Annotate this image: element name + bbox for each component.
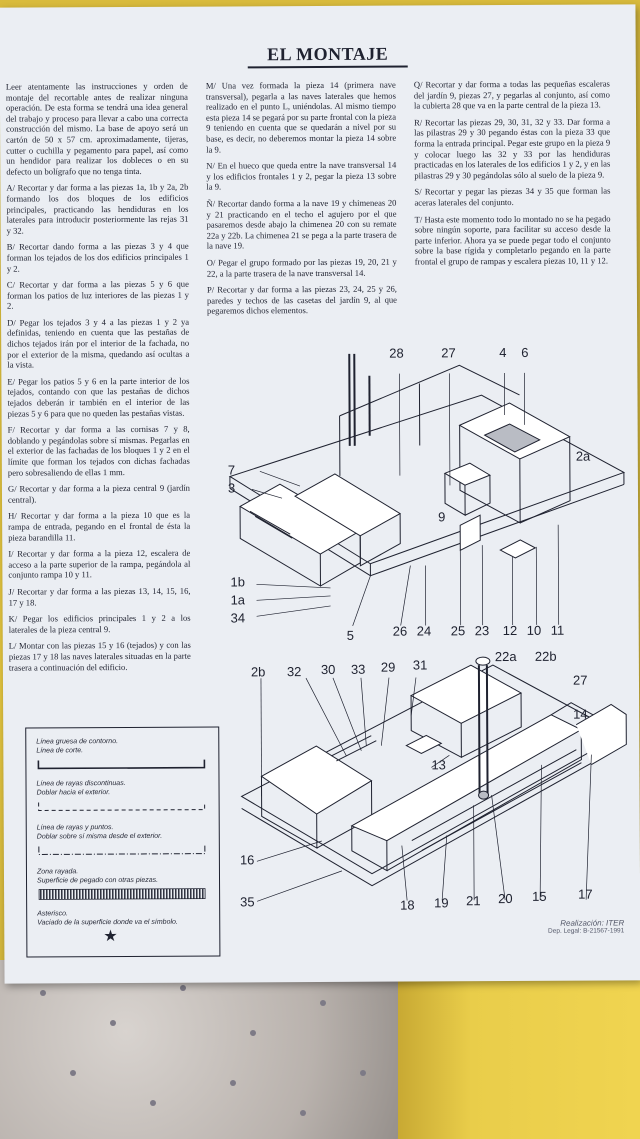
assembly-diagram xyxy=(219,324,636,936)
column-3 xyxy=(414,78,611,273)
label-24: 24 xyxy=(416,623,432,639)
label-6: 6 xyxy=(521,344,529,360)
instruction-paragraph: A/ Recortar y dar forma a las piezas 1a, 1b y 2a, 2b formando los dos bloques de los edificios principales, practicando las hendiduras en los laterales para introducir posteriormente las rejas 31 y 32. xyxy=(6,182,189,236)
label-33: 33 xyxy=(350,661,366,677)
dash-dot-line-icon xyxy=(37,844,207,859)
label-26: 26 xyxy=(392,623,408,639)
label-7: 7 xyxy=(227,462,236,478)
label-20: 20 xyxy=(498,890,513,907)
legend-item-asterisk xyxy=(37,910,213,946)
legend-item-fold-in xyxy=(37,824,213,863)
solid-line-icon xyxy=(36,758,206,773)
legend-desc: Superficie de pegado con otras piezas. xyxy=(37,876,159,885)
label-19: 19 xyxy=(434,895,449,911)
label-10: 10 xyxy=(526,622,542,638)
label-17: 17 xyxy=(578,886,593,902)
instruction-paragraph: O/ Pegar el grupo formado por las piezas 19, 20, 21 y 22, a la parte trasera de la nave transversal 14. xyxy=(206,256,397,279)
page-title: EL MONTAJE xyxy=(248,44,408,69)
label-9: 9 xyxy=(438,509,446,525)
label-25: 25 xyxy=(450,623,466,639)
hatched-area-icon xyxy=(37,888,207,901)
label-14: 14 xyxy=(573,706,588,722)
instruction-paragraph: T/ Hasta este momento todo lo montado no se ha pegado sobre ningún soporte, para facilitar su acceso desde la parte inferior. Ahora ya se puede pegar todo el conjunto sobre la base rígida y completarlo pegando en la parte frontal el grupo de rampas y escalera piezas 10, 11 y 12. xyxy=(414,213,611,267)
label-35: 35 xyxy=(240,894,255,910)
legend-desc: Línea de corte. xyxy=(36,746,84,755)
legend-desc: Doblar sobre sí misma desde el exterior. xyxy=(36,832,163,841)
cloth xyxy=(0,960,420,1139)
instruction-paragraph: R/ Recortar las piezas 29, 30, 31, 32 y 33. Dar forma a las pilastras 29 y 30 pegando éstas con la pieza 33 que forma la entrada principal. Pegar este grupo en la pieza 9 y colocar luego las 32 y 33 por las hendiduras practicadas en los laterales de los edificios 1 y 2, y en las pilastras 29 y 30 pegándolas sólo al suelo de la pieza 9. xyxy=(414,116,611,181)
label-2a: 2a xyxy=(575,448,591,464)
column-2 xyxy=(206,80,397,323)
label-4: 4 xyxy=(499,345,507,361)
label-30: 30 xyxy=(320,661,336,677)
instruction-paragraph: K/ Pegar los edificios principales 1 y 2 a los laterales de la pieza central 9. xyxy=(8,612,191,635)
instruction-paragraph: Leer atentamente las instrucciones y orden de montaje del recortable antes de realizar ninguna operación. De esta forma se tendrá una idea general del trabajo y proceso para llevar a cabo una correcta construcción del mismo. La base de apoyo será un cartón de 50 x 57 cm. aproximadamente, tijeras, cutter o cuchilla y pegamento para papel, así como un hendidor para realizar los dobleces o en su defecto un bolígrafo que no tenga tinta. xyxy=(5,80,189,177)
label-34: 34 xyxy=(230,610,246,626)
label-2b: 2b xyxy=(250,664,266,680)
legend-box xyxy=(25,727,220,958)
instruction-paragraph: B/ Recortar dando forma a las piezas 3 y 4 que forman los tejados de los dos edificios principales 1 y 2. xyxy=(6,240,189,274)
instruction-paragraph: F/ Recortar y dar forma a las cornisas 7 y 8, doblando y pegándolas sobre sí mismas. Pegarlas en el exterior de las fachadas de los bloques 1 y 2 en el límite que forman los tejados con dichas fachadas pero sobresaliendo de ellas 1 mm. xyxy=(7,423,190,478)
book-edge xyxy=(398,960,640,1139)
label-31: 31 xyxy=(412,657,428,673)
label-11: 11 xyxy=(550,622,565,638)
instruction-paragraph: Q/ Recortar y dar forma a todas las pequeñas escaleras del jardín 9, piezas 27, y pegarlas al conjunto, así como la cubierta 28 que va en la parte central de la pieza 13. xyxy=(413,78,610,111)
instruction-paragraph: H/ Recortar y dar forma a la pieza 10 que es la rampa de entrada, pegando en el frontal de ésta la pieza barandilla 11. xyxy=(8,510,191,543)
label-16: 16 xyxy=(239,852,255,868)
instruction-paragraph: S/ Recortar y pegar las piezas 34 y 35 que forman las aceras laterales del conjunto. xyxy=(414,185,611,208)
label-1b: 1b xyxy=(230,574,245,590)
legend-name: Línea de rayas discontinuas. xyxy=(36,780,126,788)
instruction-paragraph: N/ En el hueco que queda entre la nave transversal 14 y los edificios frontales 1 y 2, pegar la pieza 13 sobre la 9. xyxy=(206,159,397,192)
legend-desc: Doblar hacia el exterior. xyxy=(36,788,111,797)
label-28: 28 xyxy=(389,345,404,361)
label-3: 3 xyxy=(227,480,236,496)
asterisk-icon: ★ xyxy=(103,928,118,946)
instruction-paragraph: E/ Pegar los patios 5 y 6 en la parte interior de los tejados, contando con que las pestañas de dichos tejados deberán ir también en el interior de las piezas 5 y 6 para que no queden las pestañas vistas. xyxy=(7,375,190,419)
instruction-paragraph: P/ Recortar y dar forma a las piezas 23, 24, 25 y 26, paredes y techos de las casetas del jardín 9, al que pegaremos dichos elementos. xyxy=(206,283,398,316)
label-22b: 22b xyxy=(534,648,557,664)
label-5: 5 xyxy=(346,627,355,643)
credit xyxy=(514,919,624,936)
label-27: 27 xyxy=(441,345,456,361)
credit-legal-deposit: Dep. Legal: B-21567-1991 xyxy=(548,927,625,935)
label-18: 18 xyxy=(400,897,415,913)
label-32: 32 xyxy=(286,664,302,680)
instruction-paragraph: J/ Recortar y dar forma a las piezas 13, 14, 15, 16, 17 y 18. xyxy=(8,585,191,608)
instruction-paragraph: C/ Recortar y dar forma a las piezas 5 y 6 que forman los patios de luz interiores de las piezas 1 y 2. xyxy=(6,278,189,311)
legend-item-glue xyxy=(37,868,213,905)
label-29: 29 xyxy=(380,659,396,675)
label-22a: 22a xyxy=(494,648,517,665)
label-13: 13 xyxy=(431,757,446,773)
legend-name: Línea de rayas y puntos. xyxy=(36,824,114,832)
legend-item-fold-out xyxy=(36,780,212,819)
label-15: 15 xyxy=(532,888,547,904)
dashed-line-icon xyxy=(37,800,207,815)
instruction-paragraph: Ñ/ Recortar dando forma a la nave 19 y chimeneas 20 y 21 practicando en el techo el agujero por el que pasaremos desde abajo la chimenea 20 con su remate 22a y 22b. La chimenea 21 se pega a la parte trasera de la nave 19. xyxy=(206,197,397,251)
instruction-paragraph: I/ Recortar y dar forma a la pieza 12, escalera de acceso a la parte superior de la rampa, pegándola al conjunto rampa 10 y 11. xyxy=(8,547,191,580)
instruction-paragraph: L/ Montar con las piezas 15 y 16 (tejados) y con las piezas 17 y 18 las naves laterales situadas en la parte trasera a continuación del edificio. xyxy=(8,639,191,673)
legend-name: Línea gruesa de contorno. xyxy=(36,738,119,746)
column-1 xyxy=(6,81,191,679)
instruction-paragraph: M/ Una vez formada la pieza 14 (primera nave transversal), pegarla a las naves laterales que hemos realizado en el punto L, uniéndolas. Al mismo tiempo esta pieza 14 se pegará por su parte frontal con la pieza 9 teniendo en cuenta que se quedarán a nivel por su base, es decir, no deberemos montar la pieza 14 sobre la 9. xyxy=(205,79,397,155)
legend-desc: Vaciado de la superficie donde va el símbolo. xyxy=(37,918,178,927)
label-1a: 1a xyxy=(230,592,246,608)
label-12: 12 xyxy=(502,622,518,639)
label-21: 21 xyxy=(466,893,481,909)
legend-name: Asterisco. xyxy=(37,910,68,918)
legend-item-cut xyxy=(36,738,212,777)
label-27b: 27 xyxy=(572,672,588,688)
credit-realization: Realización: ITER xyxy=(560,918,625,928)
instruction-paragraph: D/ Pegar los tejados 3 y 4 a las piezas 1 y 2 ya definidas, teniendo en cuenta que las pestañas de dichos tejados irán por el interior de la fachada, no por el exterior de la misma, quedando así ocultas a la vista. xyxy=(7,316,190,370)
instruction-paragraph: G/ Recortar y dar forma a la pieza central 9 (jardín central). xyxy=(7,482,190,505)
label-23: 23 xyxy=(474,623,490,639)
instruction-page xyxy=(0,4,640,983)
legend-name: Zona rayada. xyxy=(36,868,79,876)
